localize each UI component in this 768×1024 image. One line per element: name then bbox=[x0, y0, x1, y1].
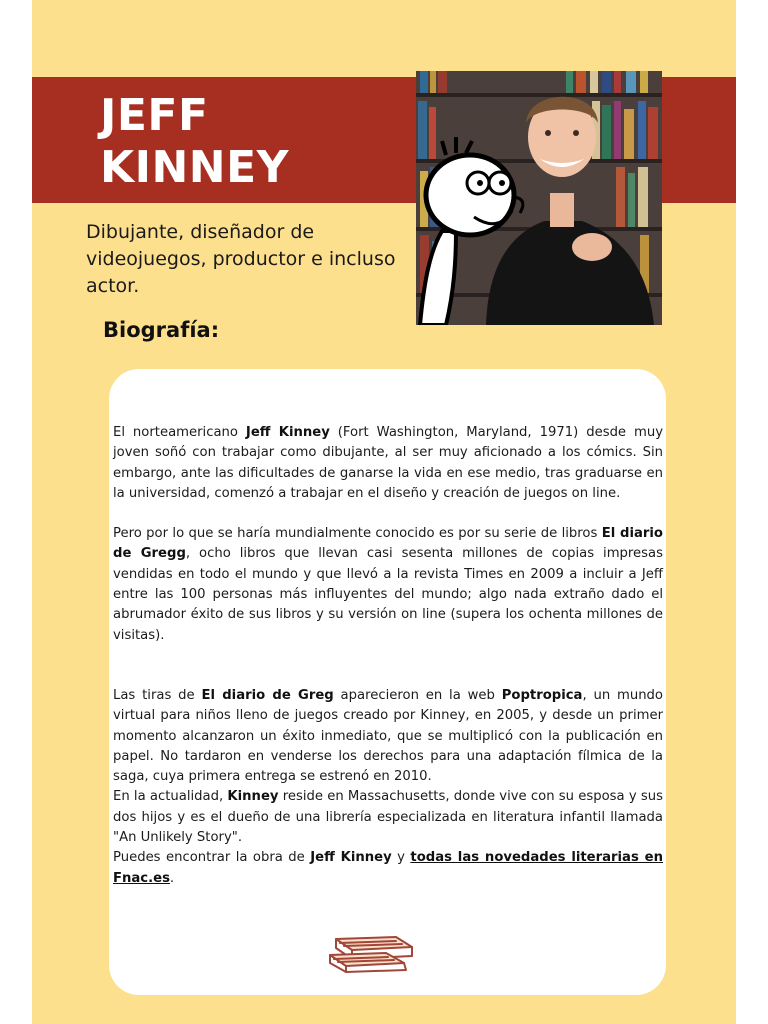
bio-paragraph-2 bbox=[113, 524, 663, 646]
bio-text: aparecieron en la web bbox=[333, 687, 502, 703]
bio-text: Las tiras de bbox=[113, 687, 202, 703]
paragraph-spacer bbox=[113, 646, 663, 686]
bio-bold-name: Kinney bbox=[227, 789, 279, 805]
bio-text: y bbox=[391, 850, 411, 866]
books-icon bbox=[326, 933, 416, 973]
bio-text: , ocho libros que llevan casi sesenta millones de copias impresas vendidas en todo el mundo y que llevó a la revista Times en 2009 a incluir a Jeff entre las 100 personas más influyentes del mundo; algo nada extraño dado el abrumador éxito de sus libros y su versión on line (supera los ochenta millones de visitas). bbox=[113, 546, 663, 643]
biography-text bbox=[113, 423, 663, 889]
bio-text: Puedes encontrar la obra de bbox=[113, 850, 311, 866]
bio-text: reside en Massachusetts, donde vive con su esposa y sus dos hijos y es el dueño de una librería especializada en literatura infantil llamada "An Unlikely Story". bbox=[113, 789, 664, 846]
bio-paragraph-1 bbox=[113, 423, 663, 504]
bio-paragraph-4 bbox=[113, 787, 663, 848]
bio-text: En la actualidad, bbox=[113, 789, 228, 805]
bio-text: , un mundo virtual para niños lleno de juegos creado por Kinney, en 2005, y desde un primer momento alcanzaron un éxito inmediato, que se multiplicó con la publicación en papel. No tardaron en venderse los derechos para una adaptación fílmica de la saga, cuya primera entrega se estrenó en 2010. bbox=[113, 687, 664, 785]
bio-text: (Fort Washington, Maryland, 1971) desde muy joven soñó con trabajar como dibujante, al ser muy aficionado a los cómics. Sin embargo, ante las dificultades de ganarse la vida en ese medio, tras graduarse en la universidad, comenzó a trabajar en el diseño y creación de juegos on line. bbox=[113, 425, 663, 501]
bio-bold-name: Jeff Kinney bbox=[310, 850, 392, 866]
bio-bold-name: Jeff Kinney bbox=[245, 425, 330, 440]
bio-paragraph-5 bbox=[113, 848, 663, 889]
bio-text: Pero por lo que se haría mundialmente conocido es por su serie de libros bbox=[113, 526, 602, 542]
bio-bold-site: Poptropica bbox=[501, 687, 583, 703]
bio-paragraph-3 bbox=[113, 686, 663, 787]
author-subtitle: Dibujante, diseñador de videojuegos, productor e incluso actor. bbox=[86, 221, 396, 297]
bio-text: . bbox=[169, 870, 175, 886]
bio-bold-title: El diario de Gregg bbox=[113, 526, 663, 562]
bio-text: El norteamericano bbox=[113, 425, 246, 440]
author-photo bbox=[416, 71, 662, 325]
author-name bbox=[100, 90, 289, 194]
author-name-line1: JEFF bbox=[100, 90, 209, 141]
author-name-line2: KINNEY bbox=[100, 142, 290, 193]
biography-heading: Biografía: bbox=[103, 318, 220, 342]
paragraph-spacer bbox=[113, 504, 663, 524]
fnac-link[interactable]: todas las novedades literarias en Fnac.es bbox=[113, 850, 663, 886]
bio-bold-title: El diario de Greg bbox=[201, 687, 334, 703]
